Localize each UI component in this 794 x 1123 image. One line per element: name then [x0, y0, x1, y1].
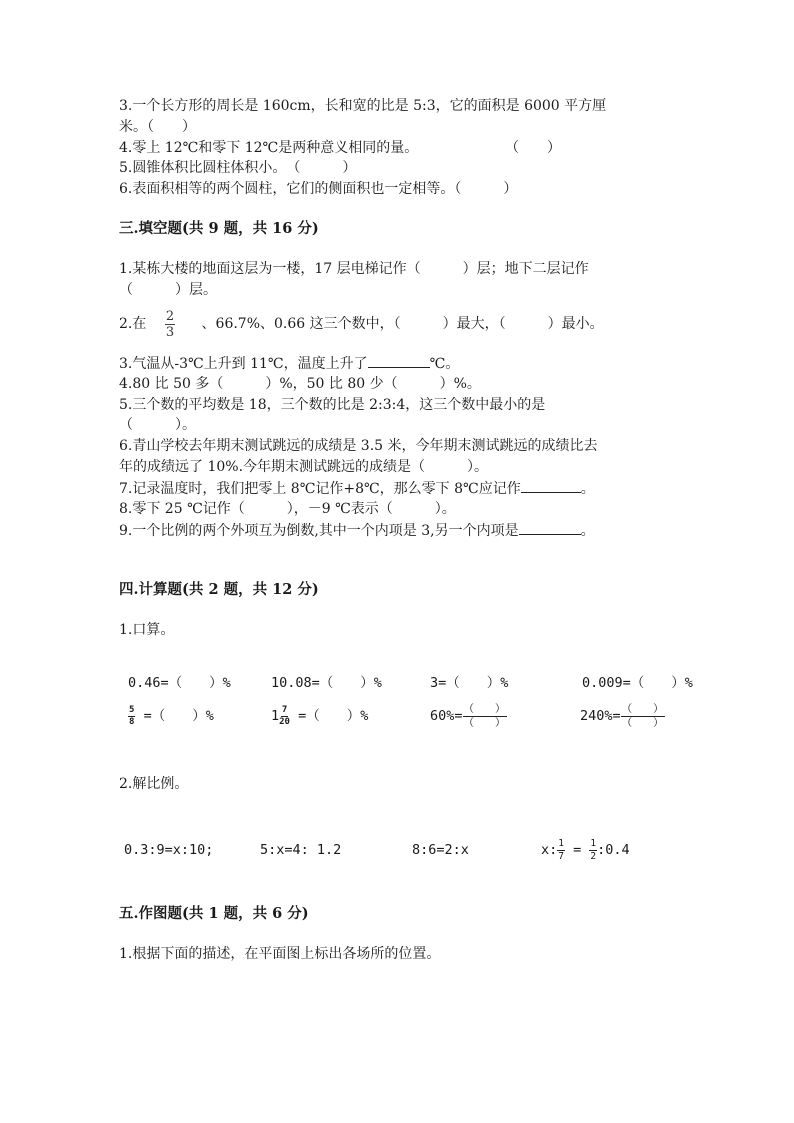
judge-q6: 6.表面积相等的两个圆柱，它们的侧面积也一定相等。（ ） [119, 181, 518, 197]
calc-q2-label: 2.解比例。 [119, 776, 189, 792]
proportion-2: 5:x=4: 1.2 [260, 842, 342, 858]
answer-blank [521, 479, 581, 493]
fill-q6-line2: 年的成绩远了 10%.今年期末测试跳远的成绩是（ ）。 [119, 459, 489, 475]
fill-q2-suffix: 、66.7%、0.66 这三个数中，（ ）最大，（ ）最小。 [201, 316, 604, 332]
answer-blank [368, 354, 430, 368]
section3-title: 三.填空题(共 9 题，共 16 分) [119, 220, 319, 237]
proportion-4: x: $\frac{1}{7}$ = $\frac{1}{2}$ :0.4 [541, 838, 630, 862]
oral-calc-7: 60%= $\frac{( )}{( )}$ [430, 703, 506, 729]
judge-q5: 5.圆锥体积比圆柱体积小。 （ ） [119, 160, 357, 176]
fill-q2-prefix: 2.在 [119, 316, 147, 332]
judge-q4: 4.零上 12℃和零下 12℃是两种意义相同的量。 [119, 140, 419, 156]
fill-q7: 7.记录温度时，我们把零上 8℃记作+8℃，那么零下 8℃应记作 。 [119, 481, 595, 497]
fill-q8: 8.零下 25 ℃记作（ ），－9 ℃表示（ ）。 [119, 501, 456, 517]
oral-calc-3: 3=（ ）% [430, 675, 509, 691]
drawing-q1: 1.根据下面的描述，在平面图上标出各场所的位置。 [119, 946, 441, 962]
fill-q4: 4.80 比 50 多（ ）%，50 比 80 少（ ）%。 [119, 376, 481, 392]
fill-q3: 3.气温从-3℃上升到 11℃，温度上升了 ℃。 [119, 356, 460, 372]
judge-q3-line1: 3.一个长方形的周长是 160cm，长和宽的比是 5:3，它的面积是 6000 平方厘 [119, 98, 607, 114]
fill-q2 [119, 309, 604, 339]
fill-q5-line1: 5.三个数的平均数是 18，三个数的比是 2:3:4，这三个数中最小的是 [119, 397, 546, 413]
judge-q3-line2: 米。（ ） [119, 119, 196, 135]
fill-q9: 9.一个比例的两个外项互为倒数,其中一个内项是 3,另一个内项是 。 [119, 523, 595, 539]
calc-q1-label: 1.口算。 [119, 622, 175, 638]
oral-calc-5: $\frac{5}{8}$ =（ ）% [129, 704, 214, 727]
proportion-3: 8:6=2:x [412, 842, 469, 858]
proportion-1: 0.3:9=x:10; [124, 842, 214, 858]
section4-title: 四.计算题(共 2 题，共 12 分) [119, 581, 319, 598]
oral-calc-2: 10.08=（ ）% [271, 675, 382, 691]
section5-title: 五.作图题(共 1 题，共 6 分) [119, 905, 309, 922]
oral-calc-1: 0.46=（ ）% [128, 675, 231, 691]
fill-q6-line1: 6.青山学校去年期末测试跳远的成绩是 3.5 米，今年期末测试跳远的成绩比去 [119, 438, 598, 454]
judge-q4-paren: （ ） [505, 140, 561, 156]
fill-q1-line2: （ ）层。 [119, 282, 217, 298]
oral-calc-4: 0.009=（ ）% [582, 675, 693, 691]
fill-q1-line1: 1.某栋大楼的地面这层为一楼，17 层电梯记作（ ）层；地下二层记作 [119, 261, 589, 277]
oral-calc-8: 240%= $\frac{( )}{( )}$ [580, 703, 664, 729]
answer-blank [519, 521, 581, 535]
fraction-two-thirds: $\frac{2}{3}$ [165, 308, 175, 340]
oral-calc-6: 1 $\frac{7}{20}$ =（ ）% [271, 704, 369, 727]
fill-q5-line2: （ ）。 [119, 417, 196, 433]
